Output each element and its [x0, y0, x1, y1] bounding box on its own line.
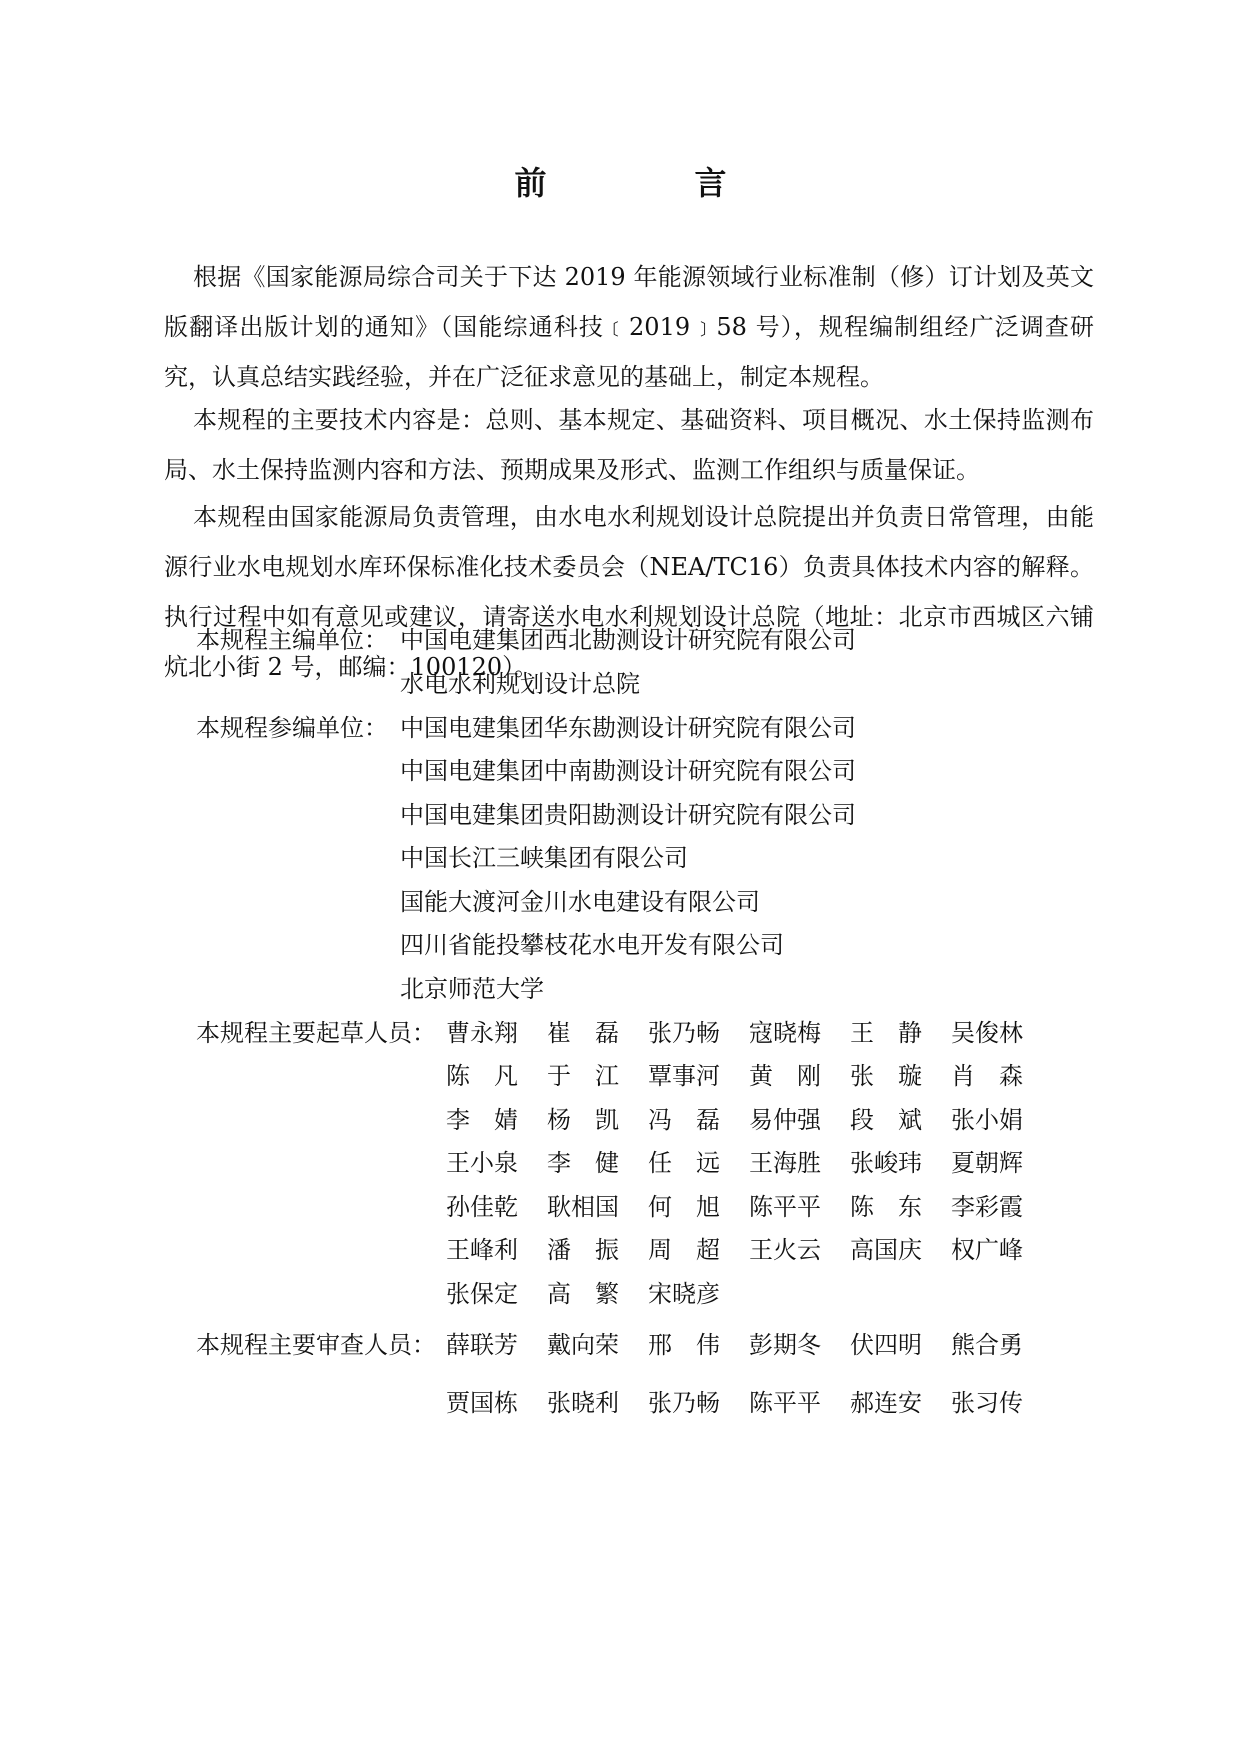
drafter-name: 权广峰	[951, 1236, 1023, 1264]
drafter-name: 曹永翔	[446, 1019, 518, 1047]
drafter-name: 吴俊林	[951, 1019, 1023, 1047]
drafters-row	[446, 1143, 1052, 1178]
drafters-label: 本规程主要起草人员：	[196, 1019, 436, 1047]
drafter-name: 张保定	[446, 1280, 518, 1308]
reviewer-name: 张晓利	[547, 1389, 619, 1417]
drafter-name: 张 璇	[850, 1062, 922, 1090]
drafter-name: 陈 凡	[446, 1062, 518, 1090]
drafter-name: 冯 磊	[648, 1106, 720, 1134]
participating-unit-item: 中国电建集团中南勘测设计研究院有限公司	[400, 757, 856, 785]
drafter-name: 黄 刚	[749, 1062, 821, 1090]
drafter-name: 孙佳乾	[446, 1193, 518, 1221]
reviewer-name: 伏四明	[850, 1331, 922, 1359]
participating-unit-item: 国能大渡河金川水电建设有限公司	[400, 888, 760, 916]
drafter-name: 王峰利	[446, 1236, 518, 1264]
drafter-name: 杨 凯	[547, 1106, 619, 1134]
drafter-name: 王火云	[749, 1236, 821, 1264]
drafter-name: 张乃畅	[648, 1019, 720, 1047]
drafter-name: 段 斌	[850, 1106, 922, 1134]
participating-unit-item: 中国电建集团华东勘测设计研究院有限公司	[400, 714, 856, 742]
drafters-row	[446, 1056, 1052, 1091]
chief-units-label: 本规程主编单位：	[196, 626, 388, 654]
drafter-name: 周 超	[648, 1236, 720, 1264]
drafter-name: 何 旭	[648, 1193, 720, 1221]
chief-unit-item: 水电水利规划设计总院	[400, 670, 640, 698]
drafter-name: 王 静	[850, 1019, 922, 1047]
drafter-name: 耿相国	[547, 1193, 619, 1221]
reviewers-row	[446, 1383, 1052, 1418]
drafter-name: 覃事河	[648, 1062, 720, 1090]
drafter-name: 崔 磊	[547, 1019, 619, 1047]
drafters-row	[446, 1230, 1052, 1265]
drafter-name: 潘 振	[547, 1236, 619, 1264]
paragraph-contents: 本规程的主要技术内容是：总则、基本规定、基础资料、项目概况、水土保持监测布局、水土保持监测内容和方法、预期成果及形式、监测工作组织与质量保证。	[164, 406, 1094, 484]
chief-unit-item: 中国电建集团西北勘测设计研究院有限公司	[400, 626, 856, 654]
participating-unit-item: 中国长江三峡集团有限公司	[400, 844, 688, 872]
reviewers-label: 本规程主要审查人员：	[196, 1331, 436, 1359]
reviewer-name: 张习传	[951, 1389, 1023, 1417]
drafter-name: 李 婧	[446, 1106, 518, 1134]
reviewer-name: 薛联芳	[446, 1331, 518, 1359]
reviewer-name: 张乃畅	[648, 1389, 720, 1417]
drafter-name: 高 繁	[547, 1280, 619, 1308]
reviewers-row	[446, 1325, 1052, 1360]
reviewer-name: 贾国栋	[446, 1389, 518, 1417]
participating-unit-item: 四川省能投攀枝花水电开发有限公司	[400, 931, 784, 959]
drafter-name: 寇晓梅	[749, 1019, 821, 1047]
drafter-name: 王小泉	[446, 1149, 518, 1177]
reviewer-name: 彭期冬	[749, 1331, 821, 1359]
participating-unit-item: 中国电建集团贵阳勘测设计研究院有限公司	[400, 801, 856, 829]
drafters-row	[446, 1013, 1052, 1048]
drafter-name: 肖 森	[951, 1062, 1023, 1090]
drafters-row	[446, 1274, 749, 1309]
drafter-name: 王海胜	[749, 1149, 821, 1177]
drafter-name: 宋晓彦	[648, 1280, 720, 1308]
paragraph-basis: 根据《国家能源局综合司关于下达 2019 年能源领域行业标准制（修）订计划及英文版翻译出版计划的通知》（国能综通科技﹝2019﹞58 号），规程编制组经广泛调查研究，认真总结实践经验，并在广泛征求意见的基础上，制定本规程。	[164, 263, 1094, 391]
drafter-name: 陈平平	[749, 1193, 821, 1221]
reviewer-name: 戴向荣	[547, 1331, 619, 1359]
participating-unit-item: 北京师范大学	[400, 975, 544, 1003]
drafter-name: 任 远	[648, 1149, 720, 1177]
reviewer-name: 熊合勇	[951, 1331, 1023, 1359]
drafters-row	[446, 1187, 1052, 1222]
page-title: 前 言	[514, 164, 785, 202]
drafter-name: 张小娟	[951, 1106, 1023, 1134]
drafter-name: 李彩霞	[951, 1193, 1023, 1221]
drafter-name: 易仲强	[749, 1106, 821, 1134]
drafter-name: 李 健	[547, 1149, 619, 1177]
drafter-name: 夏朝辉	[951, 1149, 1023, 1177]
participating-units-label: 本规程参编单位：	[196, 714, 388, 742]
reviewer-name: 邢 伟	[648, 1331, 720, 1359]
reviewer-name: 郝连安	[850, 1389, 922, 1417]
drafter-name: 高国庆	[850, 1236, 922, 1264]
reviewer-name: 陈平平	[749, 1389, 821, 1417]
drafter-name: 张峻玮	[850, 1149, 922, 1177]
drafter-name: 于 江	[547, 1062, 619, 1090]
paragraph-management: 本规程由国家能源局负责管理，由水电水利规划设计总院提出并负责日常管理，由能源行业水电规划水库环保标准化技术委员会（NEA/TC16）负责具体技术内容的解释。执行过程中如有意见或建议，请寄送水电水利规划设计总院（地址：北京市西城区六铺炕北小街 2 号，邮编：100120）。	[164, 503, 1094, 681]
drafters-row	[446, 1100, 1052, 1135]
drafter-name: 陈 东	[850, 1193, 922, 1221]
